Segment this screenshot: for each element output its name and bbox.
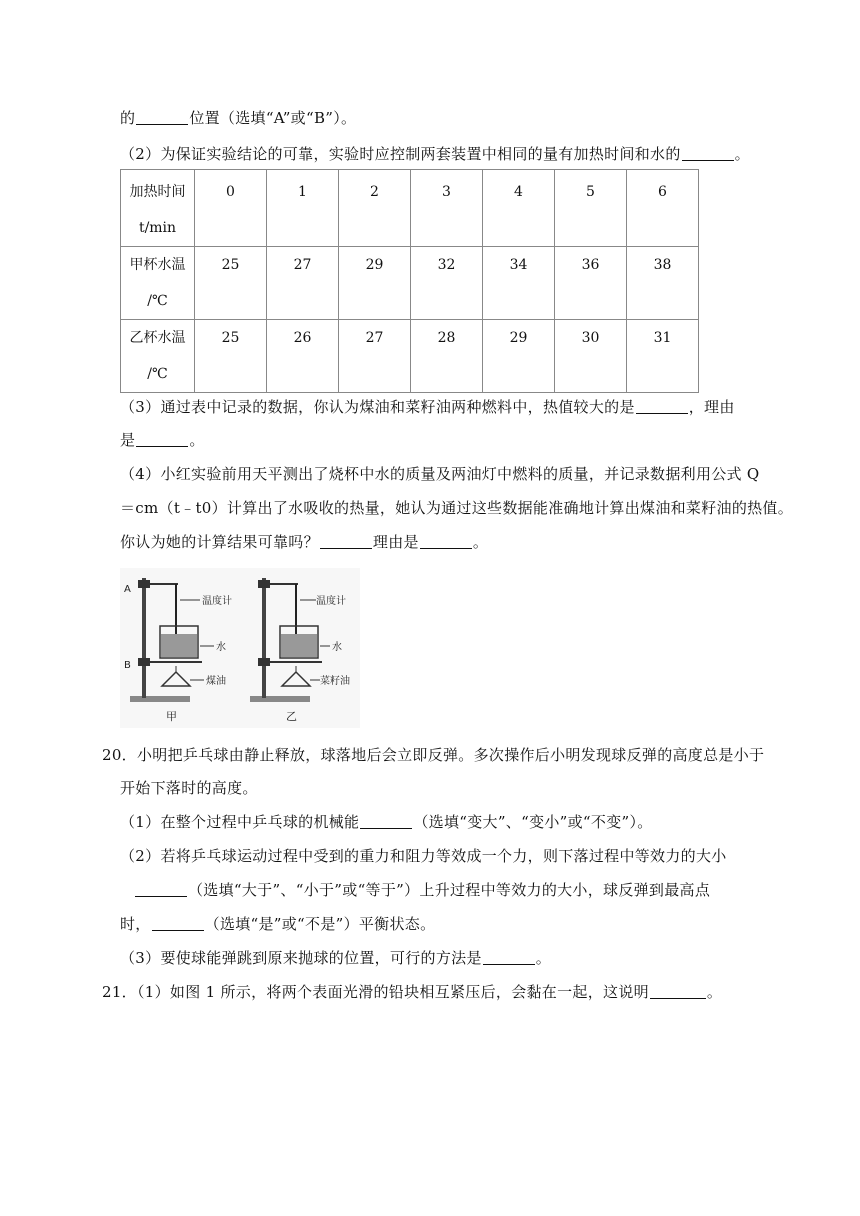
table-cell: 2: [339, 170, 411, 247]
q20-sub3: （3）要使球能弹跳到原来抛球的位置，可行的方法是 。: [120, 949, 552, 967]
q20-sub1: （1）在整个过程中乒乓球的机械能 （选填“变大”、“变小”或“不变”）。: [120, 813, 653, 831]
table-cell: 31: [627, 320, 699, 393]
table-cell: 0: [195, 170, 267, 247]
table-cell: 1: [267, 170, 339, 247]
answer-blank[interactable]: [682, 146, 734, 161]
table-cell: 27: [339, 320, 411, 393]
q20-sub2-cont: （选填“大于”、“小于”或“等于”）上升过程中等效力的大小，球反弹到最高点: [134, 880, 710, 900]
table-cell: 28: [411, 320, 483, 393]
table-row: [121, 170, 699, 247]
q20-sub2-end: 时， （选填“是”或“不是”）平衡状态。: [120, 915, 436, 933]
svg-text:水: 水: [216, 642, 226, 653]
q20-sub2: （2）若将乒乓球运动过程中受到的重力和阻力等效成一个力，则下落过程中等效力的大小: [120, 847, 727, 865]
q20-line-b: 开始下落时的高度。: [120, 779, 258, 797]
apparatus-figure: [120, 568, 360, 728]
answer-blank[interactable]: [136, 432, 188, 447]
table-row: [121, 247, 699, 320]
q19-line-position: 的 位置（选填“A”或“B”）。: [120, 109, 357, 127]
svg-text:乙: 乙: [286, 710, 297, 723]
svg-text:甲: 甲: [166, 710, 177, 723]
table-cell: 38: [627, 247, 699, 320]
svg-text:水: 水: [332, 642, 342, 653]
svg-text:温度计: 温度计: [202, 596, 232, 607]
svg-text:煤油: 煤油: [206, 676, 226, 687]
row-header: 乙杯水温 /℃: [121, 320, 195, 393]
q19-sub4: （4）小红实验前用天平测出了烧杯中水的质量及两油灯中燃料的质量，并记录数据利用公式 Q: [120, 465, 760, 483]
answer-blank[interactable]: [152, 916, 204, 931]
svg-text:温度计: 温度计: [316, 596, 346, 607]
answer-blank[interactable]: [135, 882, 187, 897]
table-cell: 6: [627, 170, 699, 247]
table-cell: 30: [555, 320, 627, 393]
temperature-table: [120, 169, 699, 393]
q19-sub3-cont: 是 。: [120, 431, 205, 449]
q19-sub4-cont: ＝cm（t﹣t0）计算出了水吸收的热量，她认为通过这些数据能准确地计算出煤油和菜籽油的热值。: [120, 499, 794, 517]
table-row: [121, 320, 699, 393]
answer-blank[interactable]: [360, 814, 412, 829]
svg-text:菜籽油: 菜籽油: [320, 676, 350, 687]
q20-line-a: 20．小明把乒乓球由静止释放，球落地后会立即反弹。多次操作后小明发现球反弹的高度总是小于: [102, 746, 765, 764]
q19-sub3: （3）通过表中记录的数据，你认为煤油和菜籽油两种燃料中，热值较大的是 ，理由: [120, 398, 735, 416]
answer-blank[interactable]: [636, 399, 688, 414]
answer-blank[interactable]: [483, 950, 535, 965]
answer-blank[interactable]: [320, 534, 372, 549]
table-cell: 5: [555, 170, 627, 247]
row-header: 加热时间 t/min: [121, 170, 195, 247]
svg-text:B: B: [124, 660, 131, 671]
answer-blank[interactable]: [136, 110, 188, 125]
table-cell: 32: [411, 247, 483, 320]
answer-blank[interactable]: [650, 984, 706, 999]
table-cell: 29: [483, 320, 555, 393]
table-cell: 27: [267, 247, 339, 320]
table-cell: 29: [339, 247, 411, 320]
table-cell: 25: [195, 247, 267, 320]
table-cell: 36: [555, 247, 627, 320]
table-cell: 34: [483, 247, 555, 320]
table-cell: 3: [411, 170, 483, 247]
table-cell: 26: [267, 320, 339, 393]
q19-sub2: （2）为保证实验结论的可靠，实验时应控制两套装置中相同的量有加热时间和水的 。: [120, 145, 750, 163]
answer-blank[interactable]: [420, 534, 472, 549]
table-cell: 4: [483, 170, 555, 247]
row-header: 甲杯水温 /℃: [121, 247, 195, 320]
table-cell: 25: [195, 320, 267, 393]
q19-sub4-question: 你认为她的计算结果可靠吗？ 理由是 。: [120, 533, 489, 551]
q21-sub1: 21．（1）如图 1 所示，将两个表面光滑的铅块相互紧压后，会黏在一起，这说明 。: [102, 983, 723, 1001]
svg-text:A: A: [124, 584, 131, 595]
